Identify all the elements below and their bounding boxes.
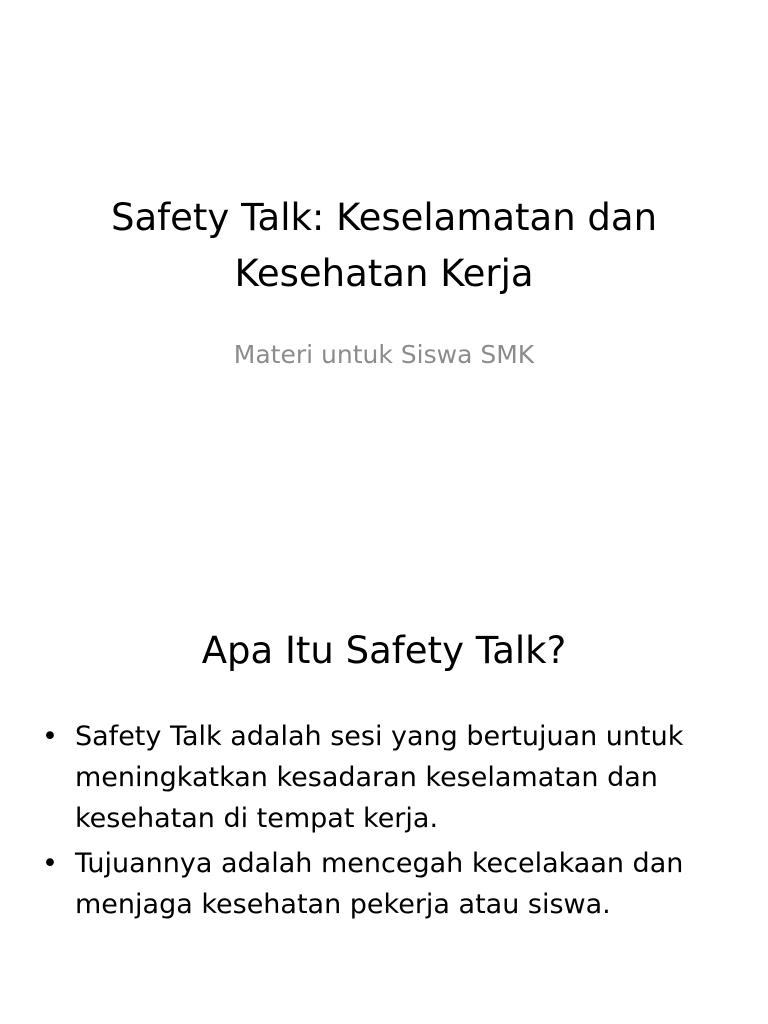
slide-title: Safety Talk: Keselamatan dan Kesehatan Kerja <box>110 196 658 295</box>
bullet-text: Tujuannya adalah mencegah kecelakaan dan menjaga kesehatan pekerja atau siswa. <box>75 848 684 920</box>
bullet-icon: • <box>42 721 58 752</box>
content-slide <box>0 512 768 1024</box>
bullet-item <box>38 716 708 839</box>
bullet-item <box>38 843 708 925</box>
slide-heading: Apa Itu Safety Talk? <box>201 629 567 672</box>
bullet-icon: • <box>42 848 58 879</box>
bullet-list <box>38 716 708 929</box>
slide-subtitle: Materi untuk Siswa SMK <box>233 340 535 369</box>
bullet-text: Safety Talk adalah sesi yang bertujuan untuk meningkatkan kesadaran keselamatan dan kesehatan di tempat kerja. <box>75 721 684 834</box>
